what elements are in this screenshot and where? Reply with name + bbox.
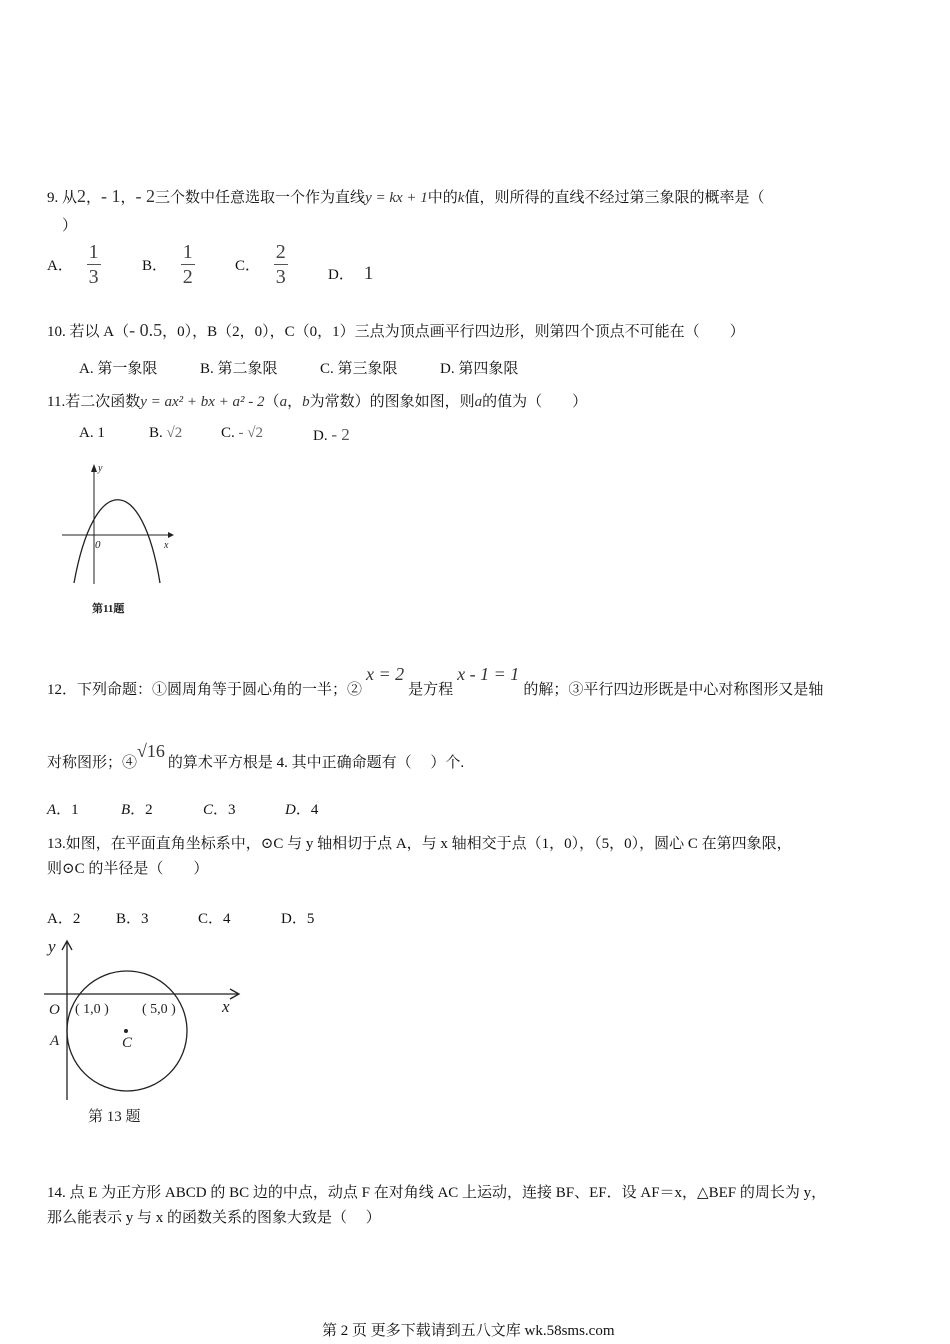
q12-option-d: D．4 xyxy=(285,802,319,818)
q13-line1: 13.如图，在平面直角坐标系中，⊙C 与 y 轴相切于点 A，与 x 轴相交于点（1，0），（5，0），圆心 C 在第四象限， xyxy=(47,836,792,852)
q13-circle-figure xyxy=(42,934,252,1134)
q11-figure-caption: 第11题 xyxy=(92,603,125,615)
q13-y-label: y xyxy=(48,937,56,956)
q13-origin-label: O xyxy=(49,1002,60,1018)
q10-option-d: D. 第四象限 xyxy=(440,361,519,377)
q9-close-paren: ） xyxy=(62,218,78,234)
q11-y-label: y xyxy=(98,463,103,474)
q12-option-b: B．2 xyxy=(121,802,153,818)
q13-point-a-label: A xyxy=(50,1033,60,1049)
q9-option-d: D． 1 xyxy=(328,263,374,284)
q10-option-b: B. 第二象限 xyxy=(200,361,278,377)
q12-option-c: C．3 xyxy=(203,802,236,818)
q9-line: 9. 从2，- 1，- 2三个数中任意选取一个作为直线y = kx + 1中的k值，则所得的直线不经过第三象限的概率是（ xyxy=(47,186,765,206)
q13-center-label: C xyxy=(122,1035,133,1051)
q9-option-b: B． $\frac{1}{2}$ xyxy=(142,241,193,288)
q11-origin-label: 0 xyxy=(95,539,101,551)
q9-option-c: C． $\frac{2}{3}$ xyxy=(235,241,286,288)
q11-option-c: C. - √2 xyxy=(221,425,263,441)
q14-line1: 14. 点 E 为正方形 ABCD 的 BC 边的中点，动点 F 在对角线 AC 上运动，连接 BF、EF．设 AF＝x，△BEF 的周长为 y， xyxy=(47,1185,827,1201)
q12-option-a: A．1 xyxy=(47,802,79,818)
q13-x-label: x xyxy=(222,997,230,1016)
q10-stem: 10. 若以 A（- 0.5，0），B（2，0），C（0，1）三点为顶点画平行四边形，则第四个顶点不可能在（ ） xyxy=(47,320,745,340)
q11-option-b: B. √2 xyxy=(149,425,183,441)
q14-line2: 那么能表示 y 与 x 的函数关系的图象大致是（ ） xyxy=(47,1210,381,1226)
q11-parabola-figure xyxy=(58,462,178,618)
q11-option-d: D. - 2 xyxy=(313,425,350,444)
q13-option-c: C．4 xyxy=(198,911,231,927)
q13-figure-caption: 第 13 题 xyxy=(88,1109,141,1125)
q13-line2: 则⊙C 的半径是（ ） xyxy=(47,861,209,877)
q13-center-dot xyxy=(124,1029,128,1033)
page-footer: 第 2 页 更多下载请到五八文库 wk.58sms.com xyxy=(322,1323,615,1339)
q13-point-5-0-label: ( 5,0 ) xyxy=(142,1002,176,1017)
q9-option-a: A． $\frac{1}{3}$ xyxy=(47,241,99,288)
q13-point-1-0-label: ( 1,0 ) xyxy=(75,1002,109,1017)
q11-x-arrow xyxy=(168,532,174,538)
q11-y-arrow xyxy=(91,464,97,472)
q13-option-b: B．3 xyxy=(116,911,149,927)
q11-stem: 11.若二次函数y = ax² + bx + a² - 2（a，b为常数）的图象如图，则a的值为（ ） xyxy=(47,394,588,410)
q13-option-d: D．5 xyxy=(281,911,315,927)
q12-line1: 12．下列命题：①圆周角等于圆心角的一半；②x = 2是方程x - 1 = 1的解；③平行四边形既是中心对称图形又是轴 xyxy=(47,664,824,698)
q12-line2: 对称图形；④√16的算术平方根是 4. 其中正确命题有（ ）个. xyxy=(47,741,465,771)
q11-parabola-curve xyxy=(74,500,160,583)
q11-option-a: A. 1 xyxy=(79,425,105,441)
q10-option-c: C. 第三象限 xyxy=(320,361,398,377)
q10-option-a: A. 第一象限 xyxy=(79,361,158,377)
q11-x-label: x xyxy=(164,540,169,551)
q13-option-a: A．2 xyxy=(47,911,81,927)
